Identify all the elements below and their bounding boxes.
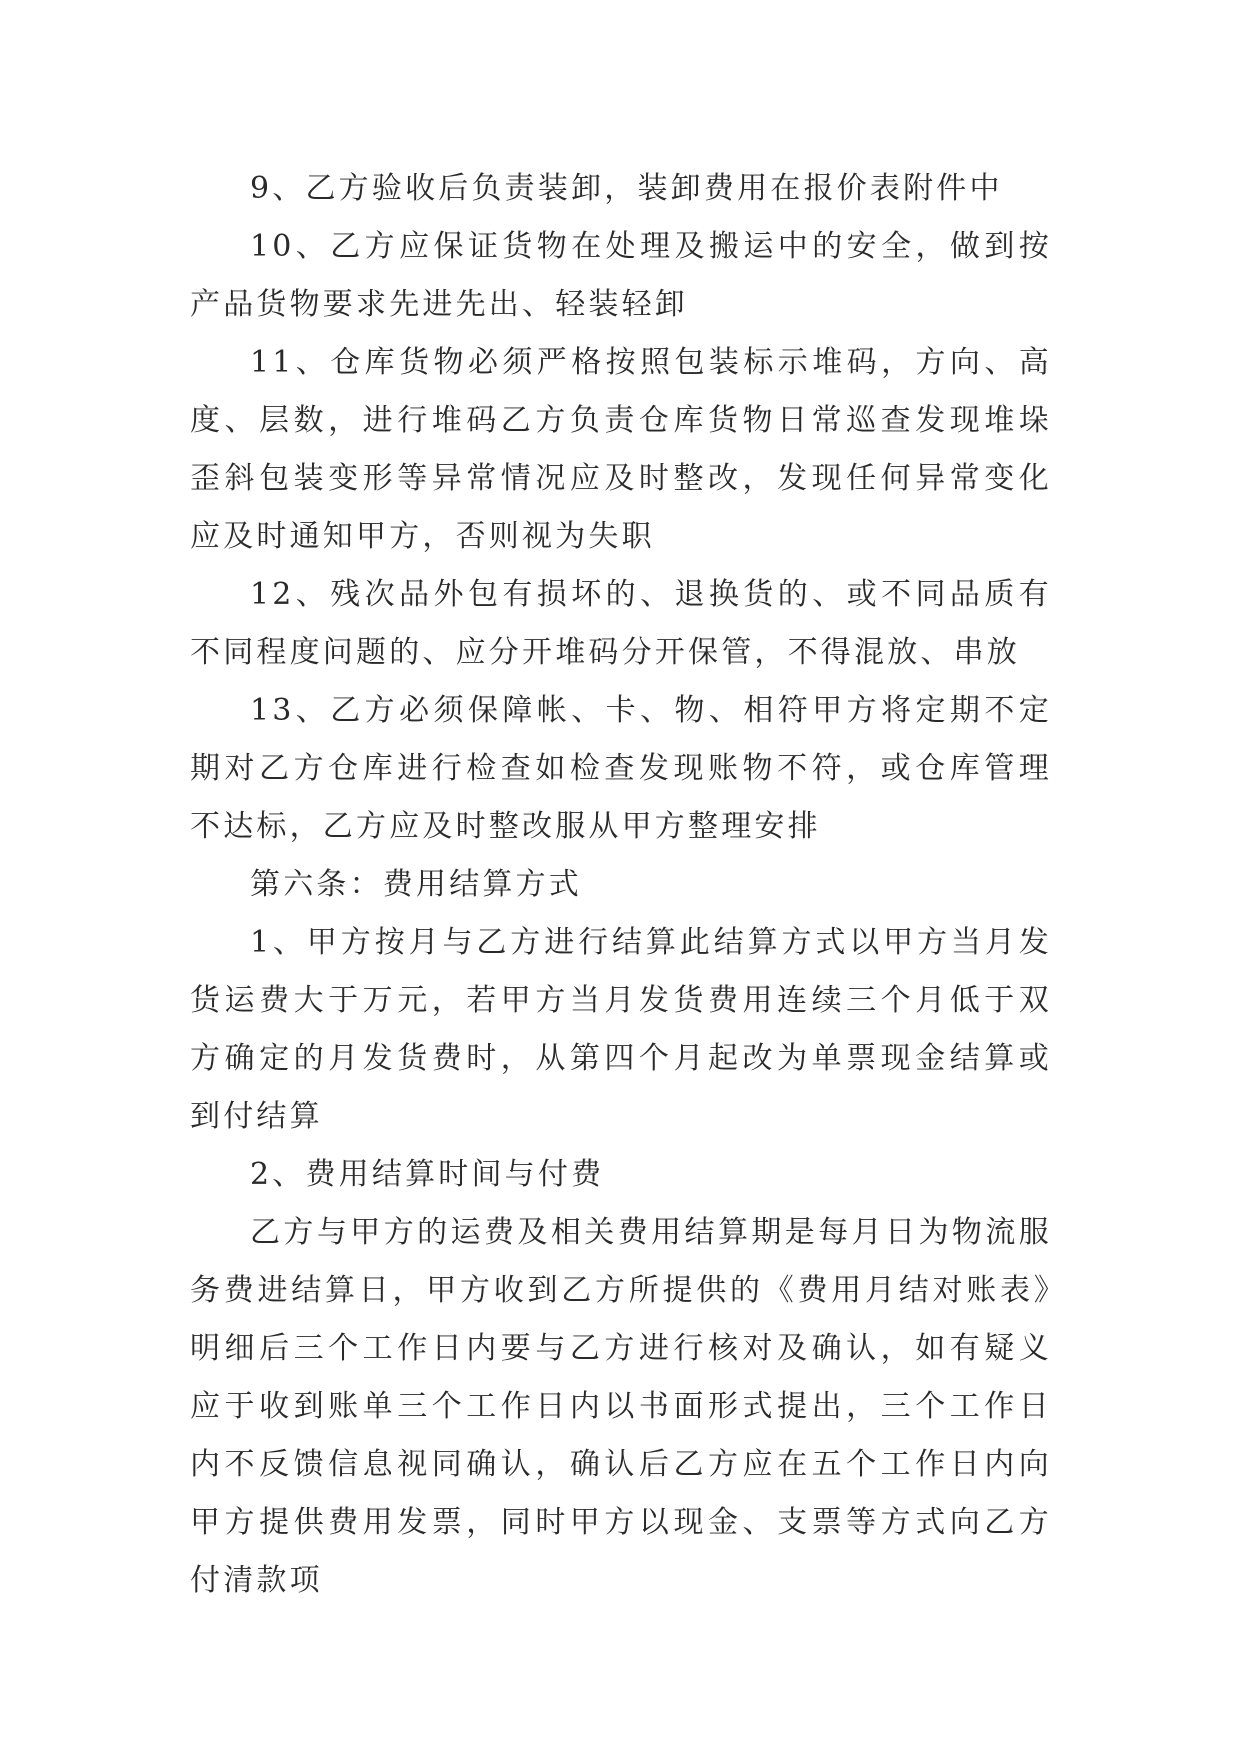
- paragraph-settlement-1: 1、甲方按月与乙方进行结算此结算方式以甲方当月发货运费大于万元，若甲方当月发货费用连续三个月低于双方确定的月发货费时，从第四个月起改为单票现金结算或到付结算: [190, 925, 1052, 1134]
- paragraph-item-11: 11、仓库货物必须严格按照包装标示堆码，方向、高度、层数，进行堆码乙方负责仓库货物日常巡查发现堆垛歪斜包装变形等异常情况应及时整改，发现任何异常变化应及时通知甲方，否则视为失职: [190, 345, 1052, 554]
- paragraph-item-12: 12、残次品外包有损坏的、退换货的、或不同品质有不同程度问题的、应分开堆码分开保管，不得混放、串放: [190, 577, 1052, 670]
- subheading-settlement-2: 2、费用结算时间与付费: [250, 1157, 605, 1192]
- paragraph-item-13: 13、乙方必须保障帐、卡、物、相符甲方将定期不定期对乙方仓库进行检查如检查发现账物不符，或仓库管理不达标，乙方应及时整改服从甲方整理安排: [190, 693, 1052, 844]
- paragraph-settlement-detail: 乙方与甲方的运费及相关费用结算期是每月日为物流服务费进结算日，甲方收到乙方所提供的《费用月结对账表》明细后三个工作日内要与乙方进行核对及确认，如有疑义应于收到账单三个工作日内以书面形式提出，三个工作日内不反馈信息视同确认，确认后乙方应在五个工作日内向甲方提供费用发票，同时甲方以现金、支票等方式向乙方付清款项: [190, 1215, 1052, 1598]
- paragraph-item-9: 9、乙方验收后负责装卸，装卸费用在报价表附件中: [250, 171, 1003, 206]
- paragraph-item-10: 10、乙方应保证货物在处理及搬运中的安全，做到按产品货物要求先进先出、轻装轻卸: [190, 229, 1052, 322]
- document-body: [190, 160, 1052, 1610]
- section-heading-article-6: 第六条：费用结算方式: [250, 867, 582, 902]
